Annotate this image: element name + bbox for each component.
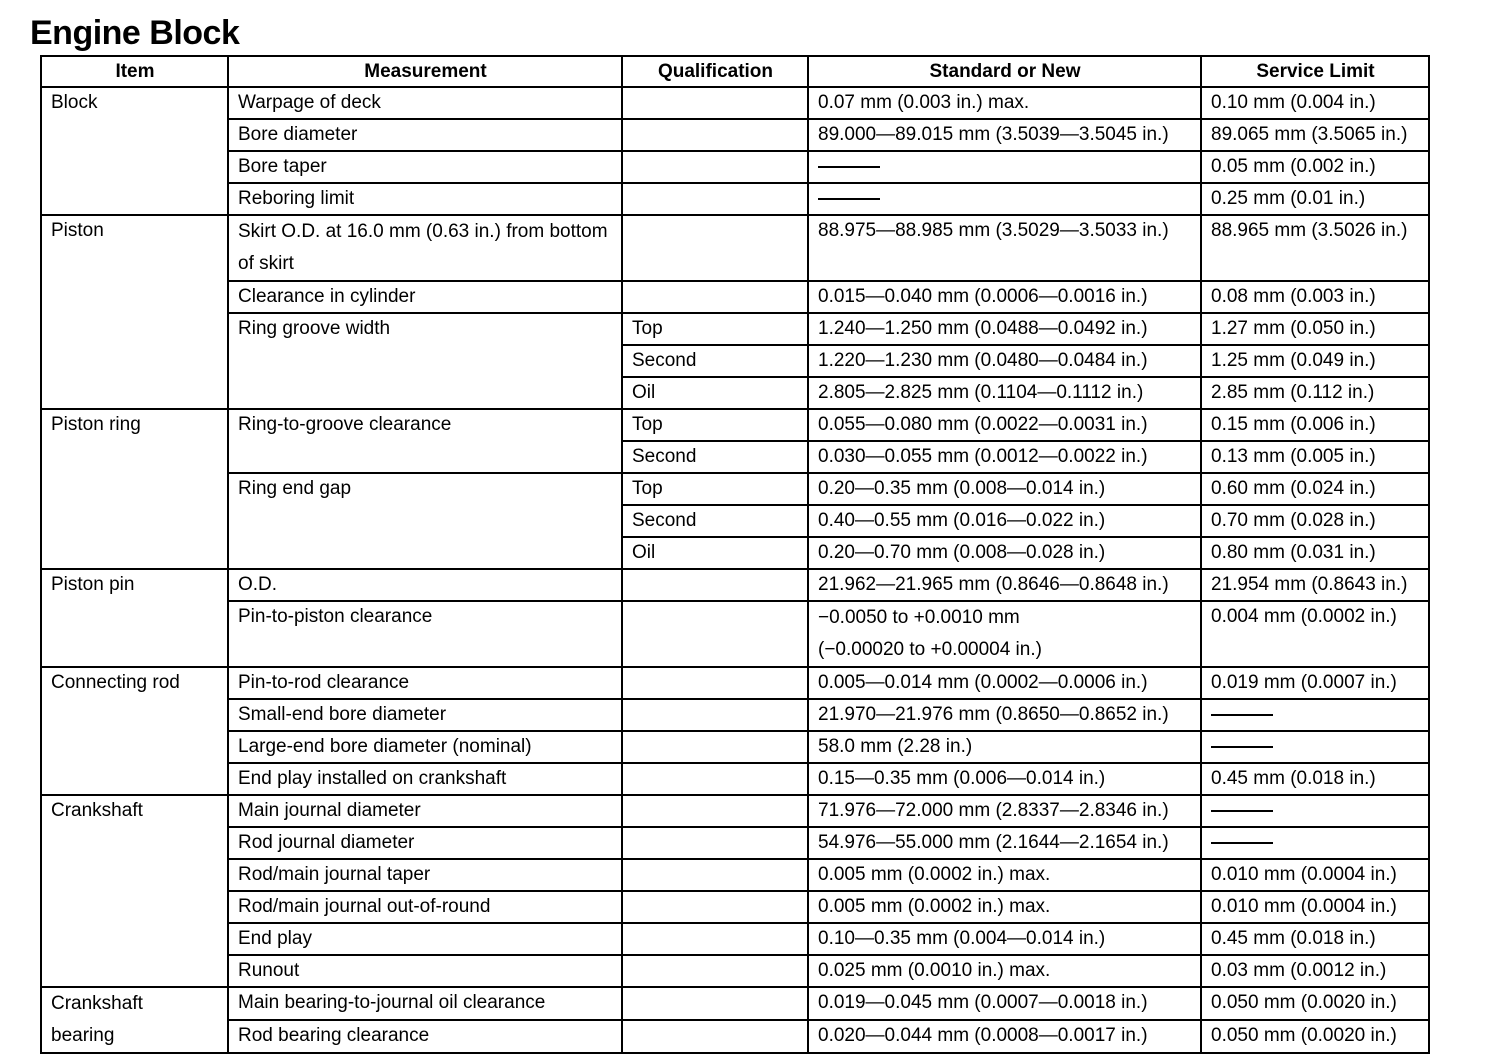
table-row [41,119,1429,151]
qualification-cell [622,151,808,183]
qualification-cell: Second [622,345,808,377]
table-row [41,987,1429,1020]
standard-cell: 0.10—0.35 mm (0.004—0.014 in.) [808,923,1201,955]
qualification-cell [622,731,808,763]
standard-cell: 0.07 mm (0.003 in.) max. [808,87,1201,119]
standard-cell: 1.240—1.250 mm (0.0488—0.0492 in.) [808,313,1201,345]
measurement-cell: Small-end bore diameter [228,699,622,731]
limit-cell: 0.60 mm (0.024 in.) [1201,473,1429,505]
measurement-cell: Ring groove width [228,313,622,409]
qualification-cell [622,859,808,891]
limit-cell [1201,795,1429,827]
measurement-cell: Clearance in cylinder [228,281,622,313]
qualification-cell [622,699,808,731]
qualification-cell: Second [622,505,808,537]
standard-cell: 0.20—0.70 mm (0.008—0.028 in.) [808,537,1201,569]
limit-cell: 0.08 mm (0.003 in.) [1201,281,1429,313]
measurement-cell: Rod bearing clearance [228,1020,622,1053]
limit-cell: 0.70 mm (0.028 in.) [1201,505,1429,537]
table-row [41,699,1429,731]
qualification-cell: Oil [622,537,808,569]
limit-cell: 0.15 mm (0.006 in.) [1201,409,1429,441]
standard-cell: 0.15—0.35 mm (0.006—0.014 in.) [808,763,1201,795]
standard-cell: 88.975—88.985 mm (3.5029—3.5033 in.) [808,215,1201,281]
limit-cell: 0.019 mm (0.0007 in.) [1201,667,1429,699]
item-cell: Crankshaft [41,795,228,987]
item-cell: Piston [41,215,228,409]
table-row [41,667,1429,699]
header-qualification: Qualification [622,56,808,87]
item-cell: Block [41,87,228,215]
standard-line: (−0.00020 to +0.00004 in.) [818,639,1042,660]
limit-cell: 0.010 mm (0.0004 in.) [1201,891,1429,923]
table-row [41,1020,1429,1053]
header-service-limit: Service Limit [1201,56,1429,87]
measurement-cell: Rod/main journal out-of-round [228,891,622,923]
not-applicable-dash [1211,746,1273,748]
qualification-cell [622,119,808,151]
measurement-cell: Large-end bore diameter (nominal) [228,731,622,763]
table-row [41,87,1429,119]
limit-cell: 0.10 mm (0.004 in.) [1201,87,1429,119]
qualification-cell [622,955,808,987]
header-row [41,56,1429,87]
limit-cell: 21.954 mm (0.8643 in.) [1201,569,1429,601]
standard-cell: 0.030—0.055 mm (0.0012—0.0022 in.) [808,441,1201,473]
table-row [41,891,1429,923]
header-measurement: Measurement [228,56,622,87]
limit-cell: 0.13 mm (0.005 in.) [1201,441,1429,473]
qualification-cell [622,795,808,827]
qualification-cell: Oil [622,377,808,409]
standard-cell [808,183,1201,215]
standard-cell: 0.20—0.35 mm (0.008—0.014 in.) [808,473,1201,505]
limit-cell [1201,827,1429,859]
measurement-cell: Runout [228,955,622,987]
limit-cell: 0.010 mm (0.0004 in.) [1201,859,1429,891]
header-standard: Standard or New [808,56,1201,87]
standard-cell: 0.055—0.080 mm (0.0022—0.0031 in.) [808,409,1201,441]
table-row [41,795,1429,827]
qualification-cell: Top [622,409,808,441]
table-row [41,215,1429,281]
table-row [41,601,1429,667]
limit-cell: 0.050 mm (0.0020 in.) [1201,1020,1429,1053]
page-title: Engine Block [30,14,240,52]
standard-cell: 89.000—89.015 mm (3.5039—3.5045 in.) [808,119,1201,151]
table-row [41,955,1429,987]
measurement-cell: End play installed on crankshaft [228,763,622,795]
limit-cell: 0.004 mm (0.0002 in.) [1201,601,1429,667]
qualification-cell [622,827,808,859]
measurement-cell: End play [228,923,622,955]
standard-cell: 0.005 mm (0.0002 in.) max. [808,891,1201,923]
standard-cell: 1.220—1.230 mm (0.0480—0.0484 in.) [808,345,1201,377]
qualification-cell [622,1020,808,1053]
header-item: Item [41,56,228,87]
item-cell: Piston ring [41,409,228,569]
measurement-cell: O.D. [228,569,622,601]
measurement-cell: Rod journal diameter [228,827,622,859]
limit-cell: 1.27 mm (0.050 in.) [1201,313,1429,345]
table-row [41,763,1429,795]
standard-cell: 0.019—0.045 mm (0.0007—0.0018 in.) [808,987,1201,1020]
limit-cell: 0.03 mm (0.0012 in.) [1201,955,1429,987]
standard-cell [808,601,1201,667]
item-cell: Piston pin [41,569,228,667]
limit-cell: 0.45 mm (0.018 in.) [1201,923,1429,955]
table-row [41,281,1429,313]
qualification-cell [622,87,808,119]
measurement-cell: Main bearing-to-journal oil clearance [228,987,622,1020]
table-row [41,569,1429,601]
measurement-cell: Skirt O.D. at 16.0 mm (0.63 in.) from bottom of skirt [228,215,622,281]
qualification-cell [622,281,808,313]
table-row [41,923,1429,955]
table-row [41,151,1429,183]
table-row [41,313,1429,345]
qualification-cell [622,183,808,215]
measurement-cell: Ring end gap [228,473,622,569]
standard-cell: 21.962—21.965 mm (0.8646—0.8648 in.) [808,569,1201,601]
qualification-cell: Top [622,473,808,505]
limit-cell: 0.050 mm (0.0020 in.) [1201,987,1429,1020]
standard-cell: 21.970—21.976 mm (0.8650—0.8652 in.) [808,699,1201,731]
limit-cell: 89.065 mm (3.5065 in.) [1201,119,1429,151]
table-row [41,409,1429,441]
standard-cell: 58.0 mm (2.28 in.) [808,731,1201,763]
engine-block-spec-table [40,55,1430,1054]
qualification-cell: Top [622,313,808,345]
table-row [41,859,1429,891]
standard-cell: 0.005—0.014 mm (0.0002—0.0006 in.) [808,667,1201,699]
item-cell [41,987,228,1053]
measurement-cell: Reboring limit [228,183,622,215]
not-applicable-dash [1211,714,1273,716]
standard-cell: 0.015—0.040 mm (0.0006—0.0016 in.) [808,281,1201,313]
standard-cell: 71.976—72.000 mm (2.8337—2.8346 in.) [808,795,1201,827]
measurement-cell: Pin-to-rod clearance [228,667,622,699]
standard-line: −0.0050 to +0.0010 mm [818,607,1020,628]
measurement-cell: Bore diameter [228,119,622,151]
measurement-cell: Ring-to-groove clearance [228,409,622,473]
not-applicable-dash [1211,842,1273,844]
limit-cell: 1.25 mm (0.049 in.) [1201,345,1429,377]
item-line: bearing [51,1025,115,1046]
qualification-cell [622,569,808,601]
standard-cell: 0.005 mm (0.0002 in.) max. [808,859,1201,891]
limit-cell: 88.965 mm (3.5026 in.) [1201,215,1429,281]
limit-cell: 2.85 mm (0.112 in.) [1201,377,1429,409]
table-row [41,731,1429,763]
item-cell: Connecting rod [41,667,228,795]
measurement-cell: Warpage of deck [228,87,622,119]
limit-cell: 0.80 mm (0.031 in.) [1201,537,1429,569]
table-row [41,473,1429,505]
measurement-cell: Pin-to-piston clearance [228,601,622,667]
not-applicable-dash [818,198,880,200]
standard-cell: 0.025 mm (0.0010 in.) max. [808,955,1201,987]
qualification-cell [622,601,808,667]
qualification-cell [622,987,808,1020]
limit-cell: 0.25 mm (0.01 in.) [1201,183,1429,215]
standard-cell: 2.805—2.825 mm (0.1104—0.1112 in.) [808,377,1201,409]
qualification-cell [622,923,808,955]
standard-cell: 54.976—55.000 mm (2.1644—2.1654 in.) [808,827,1201,859]
not-applicable-dash [818,166,880,168]
qualification-cell: Second [622,441,808,473]
qualification-cell [622,667,808,699]
measurement-cell: Rod/main journal taper [228,859,622,891]
limit-cell: 0.45 mm (0.018 in.) [1201,763,1429,795]
qualification-cell [622,763,808,795]
item-line: Crankshaft [51,993,143,1014]
standard-cell: 0.40—0.55 mm (0.016—0.022 in.) [808,505,1201,537]
standard-cell: 0.020—0.044 mm (0.0008—0.0017 in.) [808,1020,1201,1053]
not-applicable-dash [1211,810,1273,812]
qualification-cell [622,891,808,923]
limit-cell: 0.05 mm (0.002 in.) [1201,151,1429,183]
measurement-cell: Bore taper [228,151,622,183]
table-row [41,827,1429,859]
limit-cell [1201,731,1429,763]
measurement-cell: Main journal diameter [228,795,622,827]
limit-cell [1201,699,1429,731]
qualification-cell [622,215,808,281]
standard-cell [808,151,1201,183]
table-row [41,183,1429,215]
